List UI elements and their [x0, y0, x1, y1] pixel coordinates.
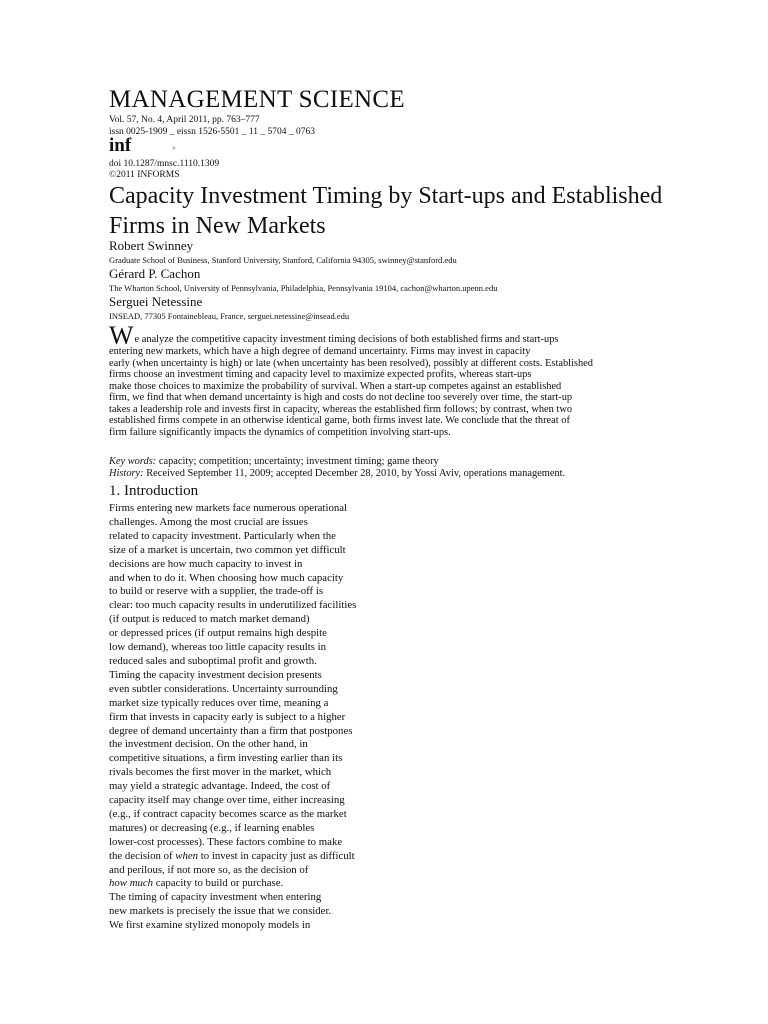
- author-affiliation: The Wharton School, University of Pennsylvania, Philadelphia, Pennsylvania 19104, cachon@wharton.upenn.edu: [109, 283, 498, 293]
- volume-info: Vol. 57, No. 4, April 2011, pp. 763–777: [109, 115, 260, 125]
- body-text: to invest in capacity just as difficult: [198, 849, 355, 862]
- body-line: Firms entering new markets face numerous operational: [109, 502, 348, 514]
- body-line: [109, 877, 356, 891]
- author-affiliation: Graduate School of Business, Stanford University, Stanford, California 94305, swinney@stanford.edu: [109, 255, 457, 265]
- emphasis-text: how much: [109, 877, 154, 890]
- body-line: lower-cost processes). These factors combine to make: [109, 835, 343, 848]
- keywords-label: Key words:: [109, 456, 157, 467]
- body-line: The timing of capacity investment when entering: [109, 891, 322, 904]
- journal-name: MANAGEMENT SCIENCE: [109, 86, 405, 113]
- abstract-line: firms choose an investment timing and capacity level to maximize expected profits, whereas start-ups: [109, 369, 532, 380]
- issn-info: issn 0025-1909 _ eissn 1526-5501 _ 11 _ 5704 _ 0763: [109, 127, 316, 137]
- body-line: firm that invests in capacity early is subject to a higher: [109, 710, 346, 723]
- body-line: may yield a strategic advantage. Indeed, the cost of: [109, 780, 331, 793]
- abstract-line: firm, we find that when demand uncertainty is high and costs do not decline too severely over time, the start-up: [109, 392, 573, 403]
- keywords: [109, 456, 439, 467]
- body-line: related to capacity investment. Particularly when the: [109, 529, 336, 542]
- history: [109, 468, 565, 479]
- body-line: reduced sales and suboptimal profit and growth.: [109, 654, 317, 667]
- abstract-line: firm failure significantly impacts the dynamics of competition involving start-ups.: [109, 426, 451, 438]
- body-line: (if output is reduced to match market demand): [109, 613, 310, 626]
- doi-line: doi 10.1287/mnsc.1110.1309: [109, 159, 220, 169]
- body-line: and perilous, if not more so, as the decision of: [109, 863, 309, 876]
- body-text: the decision of: [109, 849, 176, 862]
- author-affiliation: INSEAD, 77305 Fontainebleau, France, serguei.netessine@insead.edu: [109, 311, 350, 321]
- abstract-line: [109, 321, 629, 350]
- emphasis-text: when: [175, 849, 199, 862]
- body-line: to build or reserve with a supplier, the trade-off is: [109, 585, 324, 598]
- abstract-line: takes a leadership role and invests first in capacity, whereas the established firm follows; by contrast, when two: [109, 403, 573, 415]
- body-line: rivals becomes the first mover in the market, which: [109, 766, 332, 779]
- drop-cap: W: [109, 321, 134, 350]
- body-line: and when to do it. When choosing how much capacity: [109, 571, 344, 584]
- body-line: decisions are how much capacity to invest in: [109, 557, 303, 570]
- author-name: Robert Swinney: [109, 238, 194, 253]
- abstract: [109, 321, 629, 438]
- abstract-line: established firms compete in an otherwise identical game, both firms invest late. We conclude that the threat of: [109, 415, 570, 426]
- history-label: History:: [109, 468, 144, 479]
- abstract-line: early (when uncertainty is high) or late (when uncertainty has been resolved), possibly at different costs. Established: [109, 357, 593, 369]
- body-line: or depressed prices (if output remains high despite: [109, 627, 327, 640]
- copyright-line: ©2011 INFORMS: [109, 170, 180, 180]
- body-line: (e.g., if contract capacity becomes scarce as the market: [109, 807, 347, 820]
- body-line: We first examine stylized monopoly models in: [109, 919, 311, 932]
- body-line: clear: too much capacity results in underutilized facilities: [109, 599, 357, 612]
- keywords-text: capacity; competition; uncertainty; investment timing; game theory: [158, 456, 439, 467]
- body-line: size of a market is uncertain, two common yet difficult: [109, 543, 346, 556]
- author-name: Gérard P. Cachon: [109, 266, 201, 281]
- body-line: market size typically reduces over time, meaning a: [109, 696, 329, 709]
- author-name: Serguei Netessine: [109, 294, 203, 309]
- body-text: capacity to build or purchase.: [153, 877, 284, 890]
- body-line: competitive situations, a firm investing earlier than its: [109, 752, 343, 765]
- body-line: degree of demand uncertainty than a firm that postpones: [109, 724, 353, 737]
- body-line: Timing the capacity investment decision presents: [109, 668, 322, 681]
- body-line: the investment decision. On the other hand, in: [109, 738, 308, 751]
- article-title: Capacity Investment Timing by Start-ups and Established Firms in New Markets: [109, 183, 663, 239]
- abstract-first-line: e analyze the competitive capacity investment timing decisions of both established firms and start-ups: [134, 334, 559, 345]
- body-line: matures) or decreasing (e.g., if learning enables: [109, 821, 315, 834]
- section-heading: 1. Introduction: [109, 483, 199, 499]
- body-line: low demand), whereas too little capacity results in: [109, 641, 327, 654]
- body-line: challenges. Among the most crucial are issues: [109, 515, 308, 528]
- registered-mark: ®: [172, 147, 176, 152]
- introduction-body: [109, 502, 356, 933]
- body-line: [109, 850, 356, 864]
- body-line: new markets is precisely the issue that we consider.: [109, 905, 332, 918]
- history-text: Received September 11, 2009; accepted December 28, 2010, by Yossi Aviv, operations management.: [146, 468, 566, 479]
- abstract-line: make those choices to maximize the probability of survival. When a start-up competes against an established: [109, 380, 562, 392]
- body-line: even subtler considerations. Uncertainty surrounding: [109, 682, 338, 695]
- abstract-line: entering new markets, which have a high degree of demand uncertainty. Firms may invest in capacity: [109, 346, 531, 357]
- body-line: capacity itself may change over time, either increasing: [109, 794, 345, 807]
- informs-logo: inf: [109, 135, 132, 156]
